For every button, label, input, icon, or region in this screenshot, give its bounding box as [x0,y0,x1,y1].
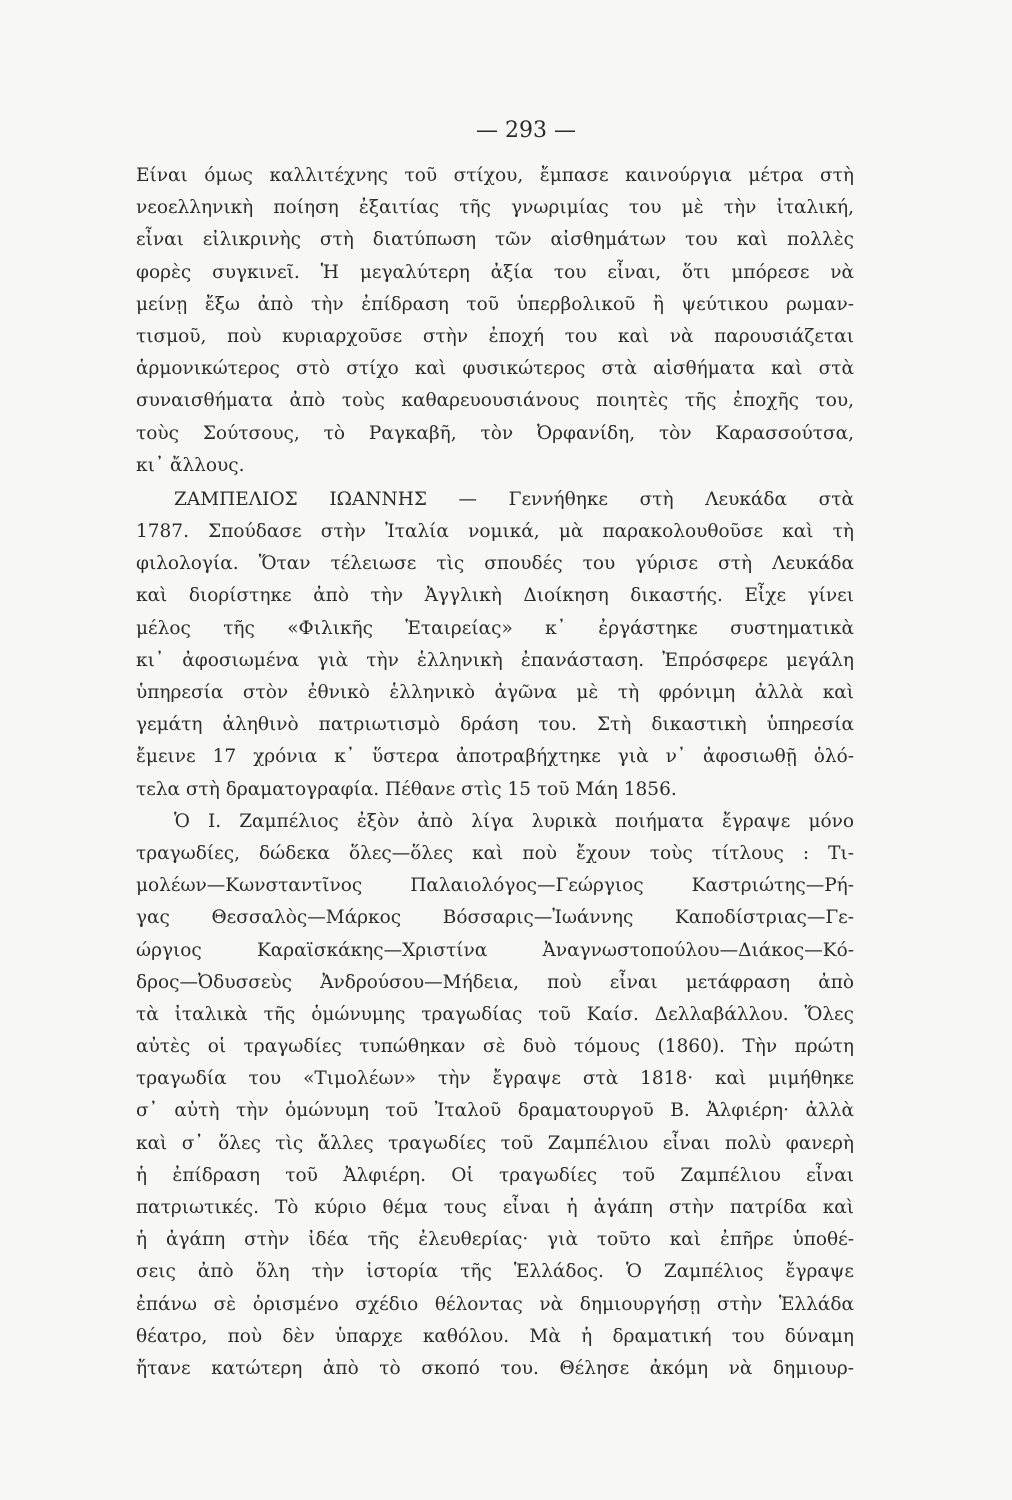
text-line: τραγωδίες, δώδεκα ὅλες—ὅλες καὶ ποὺ ἔχουν τοὺς τίτλους : Τι- [136,842,854,864]
text-line: τελα στὴ δραματογραφία. Πέθανε στὶς 15 τοῦ Μάη 1856. [136,778,677,800]
text-line: τὰ ἰταλικὰ τῆς ὁμώνυμης τραγωδίας τοῦ Καίσ. Δελλαβάλλου. Ὅλες [136,1003,854,1025]
text-line: μείνῃ ἔξω ἀπὸ τὴν ἐπίδραση τοῦ ὑπερβολικοῦ ἢ ψεύτικου ρωμαν- [136,293,854,315]
text-line: καὶ σ᾽ ὅλες τὶς ἄλλες τραγωδίες τοῦ Ζαμπέλιου εἶναι πολὺ φανερὴ [136,1132,854,1154]
text-line: μολέων—Κωνσταντῖνος Παλαιολόγος—Γεώργιος Καστριώτης—Ρή- [136,875,854,897]
text-line: ἡ ἐπίδραση τοῦ Ἀλφιέρη. Οἱ τραγωδίες τοῦ Ζαμπέλιου εἶναι [136,1164,854,1186]
text-line: μέλος τῆς «Φιλικῆς Ἑταιρείας» κ᾽ ἐργάστηκε συστηματικὰ [136,617,854,639]
text-line: ώργιος Καραϊσκάκης—Χριστίνα Ἀναγνωστοπούλου—Διάκος—Κό- [136,939,854,961]
paragraph-1 [136,160,854,482]
text-line: πατριωτικές. Τὸ κύριο θέμα τους εἶναι ἡ ἀγάπη στὴν πατρίδα καὶ [136,1197,854,1218]
paragraph-2 [136,484,854,806]
text-line: γας Θεσσαλὸς—Μάρκος Βόσσαρις—Ἰωάννης Καποδίστριας—Γε- [136,907,854,929]
page-number: — 293 — [476,118,576,143]
text-line: γεμάτη ἀληθινὸ πατριωτισμὸ δράση του. Στὴ δικαστικὴ ὑπηρεσία [136,714,854,736]
text-line: κι᾽ ἄλλους. [136,454,245,476]
text-line: 1787. Σπούδασε στὴν Ἰταλία νομικά, μὰ παρακολουθοῦσε καὶ τὴ [136,521,854,543]
text-line: ἔμεινε 17 χρόνια κ᾽ ὕστερα ἀποτραβήχτηκε γιὰ ν᾽ ἀφοσιωθῇ ὁλό- [136,746,854,768]
text-line: νεοελληνικὴ ποίηση ἐξαιτίας τῆς γνωριμίας του μὲ τὴν ἰταλική, [136,197,854,219]
text-line: φιλολογία. Ὅταν τέλειωσε τὶς σπουδές του γύρισε στὴ Λευκάδα [136,553,854,575]
text-line: δρος—Ὀδυσσεὺς Ἀνδρούσου—Μήδεια, ποὺ εἶναι μετάφραση ἀπὸ [136,971,854,993]
text-line: ἐπάνω σὲ ὁρισμένο σχέδιο θέλοντας νὰ δημιουργήσῃ στὴν Ἑλλάδα [136,1293,854,1315]
body-text [136,160,854,1385]
text-line: σ᾽ αὐτὴ τὴν ὁμώνυμη τοῦ Ἰταλοῦ δραματουργοῦ Β. Ἀλφιέρη· ἀλλὰ [136,1100,854,1122]
text-line: εἶναι εἰλικρινὴς στὴ διατύπωση τῶν αἰσθημάτων του καὶ πολλὲς [136,229,854,251]
text-line: ΖΑΜΠΕΛΙΟΣ ΙΩΑΝΝΗΣ — Γεννήθηκε στὴ Λευκάδα στὰ [174,488,854,510]
text-line: τραγωδία του «Τιμολέων» τὴν ἔγραψε στὰ 1818· καὶ μιμήθηκε [136,1068,854,1090]
text-line: ἤτανε κατώτερη ἀπὸ τὸ σκοπό του. Θέλησε ἀκόμη νὰ δημιουρ- [136,1357,854,1379]
text-line: ἁρμονικώτερος στὸ στίχο καὶ φυσικώτερος στὰ αἰσθήματα καὶ στὰ [136,358,854,380]
text-line: τοὺς Σούτσους, τὸ Ραγκαβῆ, τὸν Ὀρφανίδη, τὸν Καρασσούτσα, [136,422,854,444]
text-line: φορὲς συγκινεῖ. Ἡ μεγαλύτερη ἀξία του εἶναι, ὅτι μπόρεσε νὰ [136,261,854,283]
text-line: κι᾽ ἀφοσιωμένα γιὰ τὴν ἑλληνικὴ ἐπανάσταση. Ἐπρόσφερε μεγάλη [136,649,854,671]
text-line: σεις ἀπὸ ὅλη τὴν ἱστορία τῆς Ἑλλάδος. Ὁ Ζαμπέλιος ἔγραψε [136,1261,854,1283]
text-line: ἡ ἀγάπη στὴν ἰδέα τῆς ἐλευθερίας· γιὰ τοῦτο καὶ ἐπῆρε ὑποθέ- [136,1229,854,1251]
text-line: αὐτὲς οἱ τραγωδίες τυπώθηκαν σὲ δυὸ τόμους (1860). Τὴν πρώτη [136,1036,854,1058]
text-line: καὶ διορίστηκε ἀπὸ τὴν Ἀγγλικὴ Διοίκηση δικαστής. Εἶχε γίνει [136,585,854,607]
paragraph-3 [136,806,854,1385]
text-line: συναισθήματα ἀπὸ τοὺς καθαρευουσιάνους ποιητὲς τῆς ἐποχῆς του, [136,390,854,412]
text-line: Είναι όμως καλλιτέχνης τοῦ στίχου, ἔμπασε καινούργια μέτρα στὴ [136,165,854,186]
text-line: τισμοῦ, ποὺ κυριαρχοῦσε στὴν ἐποχή του καὶ νὰ παρουσιάζεται [136,325,854,347]
text-line: ὑπηρεσία στὸν ἐθνικὸ ἑλληνικὸ ἀγῶνα μὲ τὴ φρόνιμη ἀλλὰ καὶ [136,682,854,703]
text-line: θέατρο, ποὺ δὲν ὑπαρχε καθόλου. Μὰ ἡ δραματική του δύναμη [136,1325,854,1347]
text-line: Ὁ Ι. Ζαμπέλιος ἐξὸν ἀπὸ λίγα λυρικὰ ποιήματα ἔγραψε μόνο [174,810,854,832]
